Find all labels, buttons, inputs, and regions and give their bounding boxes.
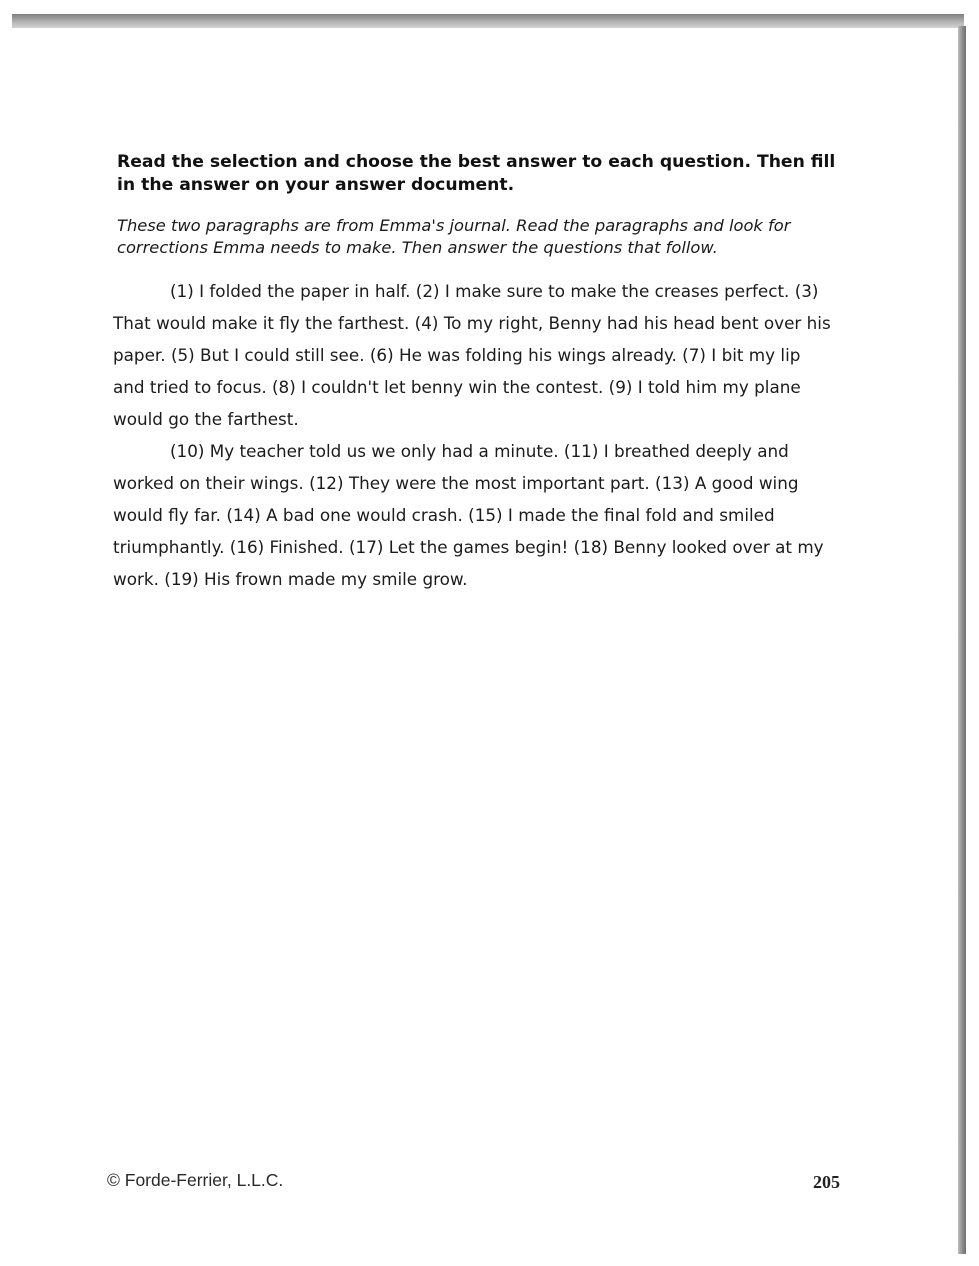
instructions-text: Read the selection and choose the best answer to each question. Then fill in the answer on your answer document. (117, 152, 836, 195)
journal-passage (113, 275, 835, 595)
intro-text: These two paragraphs are from Emma's journal. Read the paragraphs and look for corrections Emma needs to make. Then answer the questions that follow. (117, 216, 791, 257)
passage-paragraph-1: (1) I folded the paper in half. (2) I make sure to make the creases perfect. (3) That would make it fly the farthest. (4) To my right, Benny had his head bent over his paper. (5) But I could still see. (6) He was folding his wings already. (7) I bit my lip and tried to focus. (8) I couldn't let benny win the contest. (9) I told him my plane would go the farthest. (113, 281, 831, 429)
copyright-notice: © Forde-Ferrier, L.L.C. (107, 1170, 284, 1190)
page-number: 205 (813, 1172, 840, 1192)
passage-paragraph-2: (10) My teacher told us we only had a minute. (11) I breathed deeply and worked on their wings. (12) They were the most important part. (13) A good wing would fly far. (14) A bad one would crash. (15) I made the final fold and smiled triumphantly. (16) Finished. (17) Let the games begin! (18) Benny looked over at my work. (19) His frown made my smile grow. (113, 441, 824, 589)
